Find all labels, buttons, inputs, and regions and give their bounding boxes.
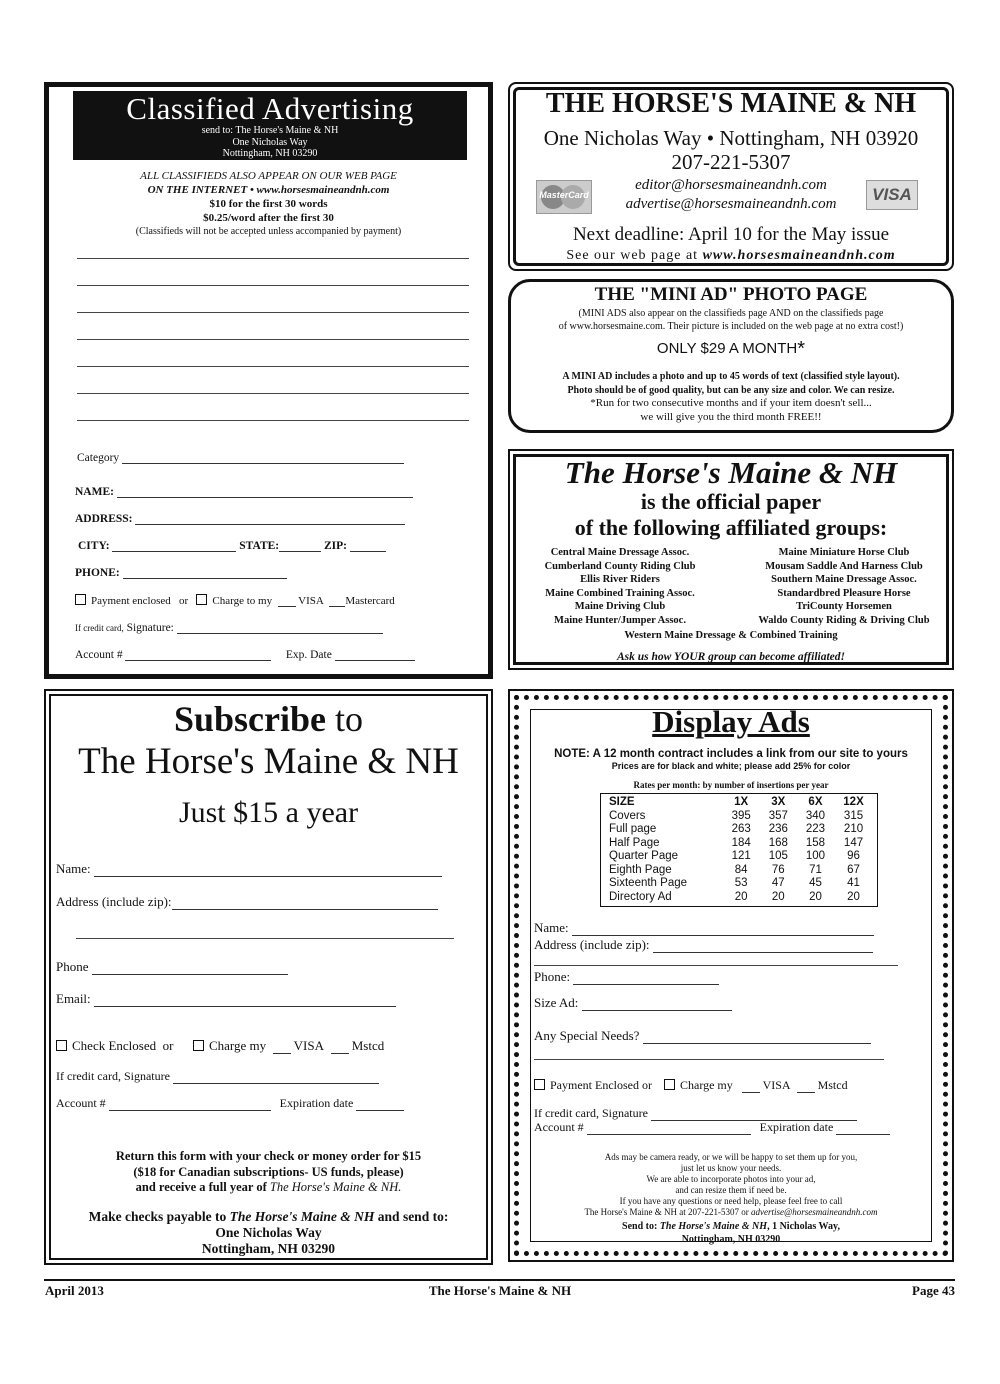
price-line-1: $10 for the first 30 words [209, 198, 328, 210]
name-field[interactable] [75, 485, 413, 498]
charge-my-checkbox[interactable] [193, 1040, 204, 1051]
disp-send-line [510, 1221, 952, 1234]
rates-cell: 158 [805, 836, 826, 849]
contact-title: THE HORSE'S MAINE & NH [545, 88, 917, 119]
rates-header-cell: 6X [808, 796, 823, 808]
table-row [605, 877, 873, 891]
disp-send-c: , 1 Nicholas Way, [767, 1221, 840, 1232]
rates-cell: Half Page [609, 836, 660, 849]
affiliated-line-2: of the following affiliated groups: [574, 515, 888, 540]
state-label: STATE: [239, 540, 280, 552]
subscribe-title [46, 699, 491, 739]
mini-ad-desc-1: A MINI AD includes a photo and up to 45 words of text (classified style layout). [562, 371, 900, 382]
mini-ad-price-text: ONLY $29 A MONTH [656, 340, 798, 357]
check-enclosed-label: Check Enclosed [72, 1038, 157, 1053]
subscribe-paper-name: The Horse's Maine & NH [78, 741, 459, 782]
rates-cell: 105 [768, 850, 788, 862]
affiliated-line-1: is the official paper [640, 489, 822, 514]
rates-cell: 315 [843, 809, 864, 822]
sub-phone-field[interactable] [56, 959, 288, 975]
sub-payment-row[interactable] [56, 1038, 384, 1054]
classified-panel [44, 82, 493, 679]
visa-logo [866, 180, 918, 210]
disp-footer-email[interactable]: advertise@horsesmaineandnh.com [751, 1207, 878, 1217]
rates-cell: 223 [805, 823, 826, 835]
rates-cell: 47 [771, 877, 785, 889]
ad-text-line[interactable] [77, 258, 469, 259]
disp-signature-field[interactable] [534, 1106, 857, 1121]
disp-size-label: Size Ad: [534, 995, 579, 1010]
affiliated-group: TriCounty Horsemen [796, 601, 892, 613]
rates-cell: 168 [768, 836, 788, 849]
disp-payment-checkbox[interactable] [534, 1079, 545, 1090]
rates-header-row [605, 796, 873, 810]
table-row [605, 837, 873, 851]
rates-header-cell: 1X [734, 796, 749, 808]
table-row [605, 810, 873, 824]
rates-header-cell: 12X [843, 796, 864, 808]
next-deadline: Next deadline: April 10 for the May issue [572, 224, 890, 245]
disp-phone-field[interactable] [534, 969, 719, 985]
advertise-email[interactable]: advertise@horsesmaineandnh.com [625, 196, 837, 212]
visa-logo-text: VISA [872, 185, 912, 204]
disp-footer-6 [510, 1207, 952, 1218]
disp-footer-4: and can resize them if need be. [675, 1185, 787, 1195]
affiliated-group: Ellis River Riders [580, 574, 660, 586]
subscribe-panel [44, 689, 493, 1265]
phone-field[interactable] [75, 566, 287, 579]
sub-addr-2: Nottingham, NH 03290 [201, 1241, 336, 1256]
payment-row[interactable] [75, 594, 395, 607]
sub-account-label: Account # [56, 1096, 106, 1110]
affiliated-group: Standardbred Pleasure Horse [777, 587, 911, 599]
rates-caption: Rates per month: by number of insertions per year [633, 780, 829, 790]
affiliated-group: Cumberland County Riding Club [544, 560, 696, 572]
disp-footer-6a: The Horse's Maine & NH at 207-221-5307 or [584, 1207, 752, 1217]
mini-ad-price [511, 338, 951, 360]
contact-phone: 207-221-5307 [671, 150, 791, 174]
rates-cell: Covers [609, 809, 646, 822]
web-page-line [510, 247, 952, 265]
mini-ad-sub-1: (MINI ADS also appear on the classifieds page AND on the classifieds page [578, 308, 884, 319]
send-line-2: One Nicholas Way [232, 136, 308, 148]
ad-text-line[interactable] [77, 366, 469, 367]
disp-mstcd-label: Mstcd [817, 1078, 848, 1092]
rates-cell: 96 [847, 850, 860, 862]
rates-cell: 45 [809, 877, 822, 889]
affiliated-group: Waldo County Riding & Driving Club [758, 614, 930, 626]
ad-text-line[interactable] [77, 339, 469, 340]
table-row [605, 850, 873, 864]
or-label: or [178, 595, 189, 607]
affiliated-group: Maine Miniature Horse Club [778, 547, 910, 558]
disp-address-field[interactable] [534, 937, 873, 953]
rates-cell: 71 [809, 863, 822, 876]
affiliated-ask: Ask us how YOUR group can become affiliated! [617, 651, 845, 663]
sub-email-label: Email: [56, 991, 91, 1006]
rates-cell: 20 [809, 890, 822, 903]
address-label: ADDRESS: [75, 513, 133, 525]
subscribe-title-rest: to [326, 699, 364, 739]
affiliated-title: The Horse's Maine & NH [564, 455, 898, 490]
mastercard-label: Mastercard [345, 595, 395, 607]
affiliated-group: Maine Hunter/Jumper Assoc. [554, 614, 686, 626]
city-state-zip-field[interactable] [78, 539, 386, 552]
sub-address-line-2[interactable] [76, 938, 454, 939]
sub-name-label: Name: [56, 861, 91, 876]
display-note: NOTE: A 12 month contract includes a link from our site to yours [554, 748, 908, 760]
sub-phone-label: Phone [56, 959, 89, 974]
phone-label: PHONE: [75, 567, 120, 579]
affiliated-group: Mousam Saddle And Harness Club [765, 560, 923, 572]
rates-cell: Eighth Page [609, 863, 672, 876]
mini-ad-panel [508, 279, 954, 433]
rates-cell: Sixteenth Page [609, 877, 688, 889]
rates-cell: 76 [771, 863, 785, 876]
sub-account-field[interactable] [56, 1096, 404, 1111]
payment-enclosed-label: Payment enclosed [91, 595, 171, 607]
disp-special-label: Any Special Needs? [534, 1028, 640, 1043]
disp-payment-row[interactable] [534, 1078, 848, 1093]
affiliated-group: Southern Maine Dressage Assoc. [771, 574, 917, 586]
charge-checkbox[interactable] [196, 594, 207, 605]
disp-send-b: The Horse's Maine & NH [659, 1221, 768, 1232]
sub-address-field[interactable] [56, 894, 438, 910]
rates-cell: 210 [843, 823, 864, 835]
web-prefix: See our web page at [566, 248, 703, 263]
disp-address-label: Address (include zip): [534, 937, 650, 952]
rates-cell: Quarter Page [609, 850, 679, 862]
table-row [605, 823, 873, 837]
affiliated-panel [508, 449, 954, 670]
affiliated-bottom: Western Maine Dressage & Combined Training [624, 630, 838, 641]
footer-paper-name: The Horse's Maine & NH [428, 1283, 572, 1298]
category-field[interactable] [77, 451, 404, 464]
send-line-1: send to: The Horse's Maine & NH [201, 125, 339, 136]
disp-footer-1: Ads may be camera ready, or we will be happy to set them up for you, [604, 1152, 858, 1162]
city-label: CITY: [78, 540, 110, 552]
name-label: NAME: [75, 486, 114, 498]
disp-send-addr: Nottingham, NH 03290 [681, 1233, 781, 1245]
subscribe-price: Just $15 a year [178, 796, 359, 829]
pay-c: and send to: [374, 1209, 449, 1224]
category-label: Category [77, 452, 120, 464]
disp-visa-label: VISA [762, 1078, 791, 1092]
charge-label: Charge to my [212, 595, 273, 607]
payment-enclosed-checkbox[interactable] [75, 594, 86, 605]
charge-my-label: Charge my [208, 1038, 267, 1053]
rates-cell: 84 [734, 863, 748, 876]
rates-cell: 340 [805, 809, 826, 822]
rates-header-cell: SIZE [609, 796, 635, 808]
disp-send-a: Send to: [622, 1221, 660, 1232]
disp-exp-label: Expiration date [759, 1120, 834, 1134]
disp-account-label: Account # [534, 1120, 584, 1134]
sub-name-field[interactable] [56, 861, 442, 877]
visa-label: VISA [298, 595, 324, 607]
rates-table [600, 793, 878, 907]
table-row [605, 891, 873, 905]
mini-ad-desc-3: *Run for two consecutive months and if your item doesn't sell... [590, 397, 872, 409]
pay-a: Make checks payable to [88, 1209, 230, 1224]
sub-email-field[interactable] [56, 991, 396, 1007]
sub-exp-label: Expiration date [279, 1096, 354, 1110]
mini-ad-title: THE "MINI AD" PHOTO PAGE [594, 284, 868, 305]
check-enclosed-checkbox[interactable] [56, 1040, 67, 1051]
disp-payment-label: Payment Enclosed or [550, 1078, 652, 1092]
disp-special-line-2[interactable] [534, 1059, 884, 1060]
address-field[interactable] [75, 512, 405, 525]
disp-credit-label: If credit card, Signature [534, 1106, 648, 1120]
disp-charge-label: Charge my [679, 1078, 733, 1092]
rates-cell: 395 [731, 809, 751, 822]
return-line-1: Return this form with your check or money order for $15 [115, 1149, 422, 1163]
sub-signature-field[interactable] [56, 1069, 379, 1084]
account-field[interactable] [75, 648, 415, 661]
rates-cell: 147 [843, 836, 864, 849]
footer-date: April 2013 [45, 1283, 104, 1298]
mini-ad-sub-2: of www.horsesmaine.com. Their picture is included on the web page at no extra cost!) [558, 321, 904, 332]
contact-panel [508, 82, 954, 271]
editor-email[interactable]: editor@horsesmaineandnh.com [635, 177, 827, 193]
return-3b: The Horse's Maine & NH. [269, 1180, 402, 1194]
account-label: Account # [75, 649, 123, 661]
mastercard-logo-text: MasterCard [539, 190, 589, 200]
affiliated-left-list [520, 546, 720, 628]
return-3a: and receive a full year of [135, 1180, 270, 1194]
ad-text-line[interactable] [77, 285, 469, 286]
zip-label: ZIP: [324, 540, 347, 552]
return-line-2: ($18 for Canadian subscriptions- US funds, please) [133, 1164, 404, 1179]
rates-cell: 357 [768, 809, 788, 822]
payment-note: (Classifieds will not be accepted unless accompanied by payment) [135, 226, 402, 237]
display-ads-panel [508, 689, 954, 1262]
disp-size-field[interactable] [534, 995, 732, 1011]
rates-cell: 184 [731, 836, 751, 849]
web-line-2: ON THE INTERNET • www.horsesmaineandnh.com [147, 184, 390, 196]
return-line-3 [46, 1180, 491, 1196]
rates-cell: 20 [847, 890, 860, 903]
mini-ad-desc-2: Photo should be of good quality, but can be any size and color. We can resize. [567, 384, 895, 396]
disp-phone-label: Phone: [534, 969, 571, 984]
sub-address-label: Address (include zip): [56, 894, 172, 909]
sub-visa-label: VISA [293, 1038, 324, 1053]
price-line-2: $0.25/word after the first 30 [203, 212, 334, 224]
rates-cell: 121 [731, 850, 751, 862]
disp-special-field[interactable] [534, 1028, 871, 1044]
classified-title: Classified Advertising [126, 91, 414, 126]
rates-cell: Directory Ad [609, 890, 672, 903]
footer-page-number: Page 43 [912, 1283, 955, 1298]
disp-account-field[interactable] [534, 1120, 890, 1135]
affiliated-group: Central Maine Dressage Assoc. [550, 547, 690, 558]
display-note-2: Prices are for black and white; please add 25% for color [611, 761, 851, 771]
affiliated-group: Maine Driving Club [574, 601, 666, 613]
exp-date-label: Exp. Date [285, 649, 332, 661]
web-url[interactable]: www.horsesmaineandnh.com [702, 248, 896, 263]
send-line-3: Nottingham, NH 03290 [222, 148, 318, 159]
contact-address: One Nicholas Way • Nottingham, NH 03920 [543, 126, 919, 150]
sub-addr-1: One Nicholas Way [215, 1225, 322, 1240]
affiliated-group: Maine Combined Training Assoc. [545, 587, 695, 599]
sub-mstcd-label: Mstcd [351, 1038, 385, 1053]
display-ads-title: Display Ads [652, 704, 810, 739]
ad-text-line[interactable] [77, 393, 469, 394]
ad-text-line[interactable] [77, 312, 469, 313]
rates-cell: 20 [771, 890, 785, 903]
sub-or-label: or [162, 1038, 174, 1053]
rates-cell: 100 [805, 850, 826, 862]
mini-ad-star: * [797, 338, 806, 360]
ad-text-line[interactable] [77, 420, 469, 421]
signature-field[interactable] [75, 621, 383, 634]
mini-ad-desc-4: we will give you the third month FREE!! [640, 410, 822, 423]
rates-cell: Full page [609, 823, 657, 835]
subscribe-title-bold: Subscribe [173, 699, 327, 739]
rates-cell: 41 [847, 877, 860, 889]
sub-credit-label: If credit card, Signature [56, 1069, 170, 1083]
rates-cell: 67 [847, 863, 860, 876]
table-row [605, 864, 873, 878]
web-line-1: ALL CLASSIFIEDS ALSO APPEAR ON OUR WEB PAGE [140, 170, 397, 182]
disp-name-field[interactable] [534, 920, 874, 936]
rates-header-cell: 3X [771, 796, 786, 808]
rates-cell: 20 [734, 890, 748, 903]
disp-charge-checkbox[interactable] [664, 1079, 675, 1090]
disp-address-line-2[interactable] [534, 965, 898, 966]
footer-rule [44, 1279, 955, 1281]
credit-card-label: If credit card, [75, 623, 124, 633]
rates-cell: 236 [768, 823, 788, 835]
disp-footer-2: just let us know your needs. [680, 1163, 782, 1173]
disp-footer-3: We are able to incorporate photos into your ad, [646, 1174, 816, 1184]
rates-cell: 263 [731, 823, 751, 835]
classified-header [73, 91, 467, 160]
signature-label: Signature: [126, 622, 174, 634]
affiliated-right-list [742, 546, 946, 628]
disp-footer-5: If you have any questions or need help, please feel free to call [619, 1196, 843, 1206]
rates-cell: 53 [734, 877, 748, 889]
pay-b: The Horse's Maine & NH [229, 1209, 375, 1224]
disp-name-label: Name: [534, 920, 569, 935]
pay-line [46, 1209, 491, 1225]
